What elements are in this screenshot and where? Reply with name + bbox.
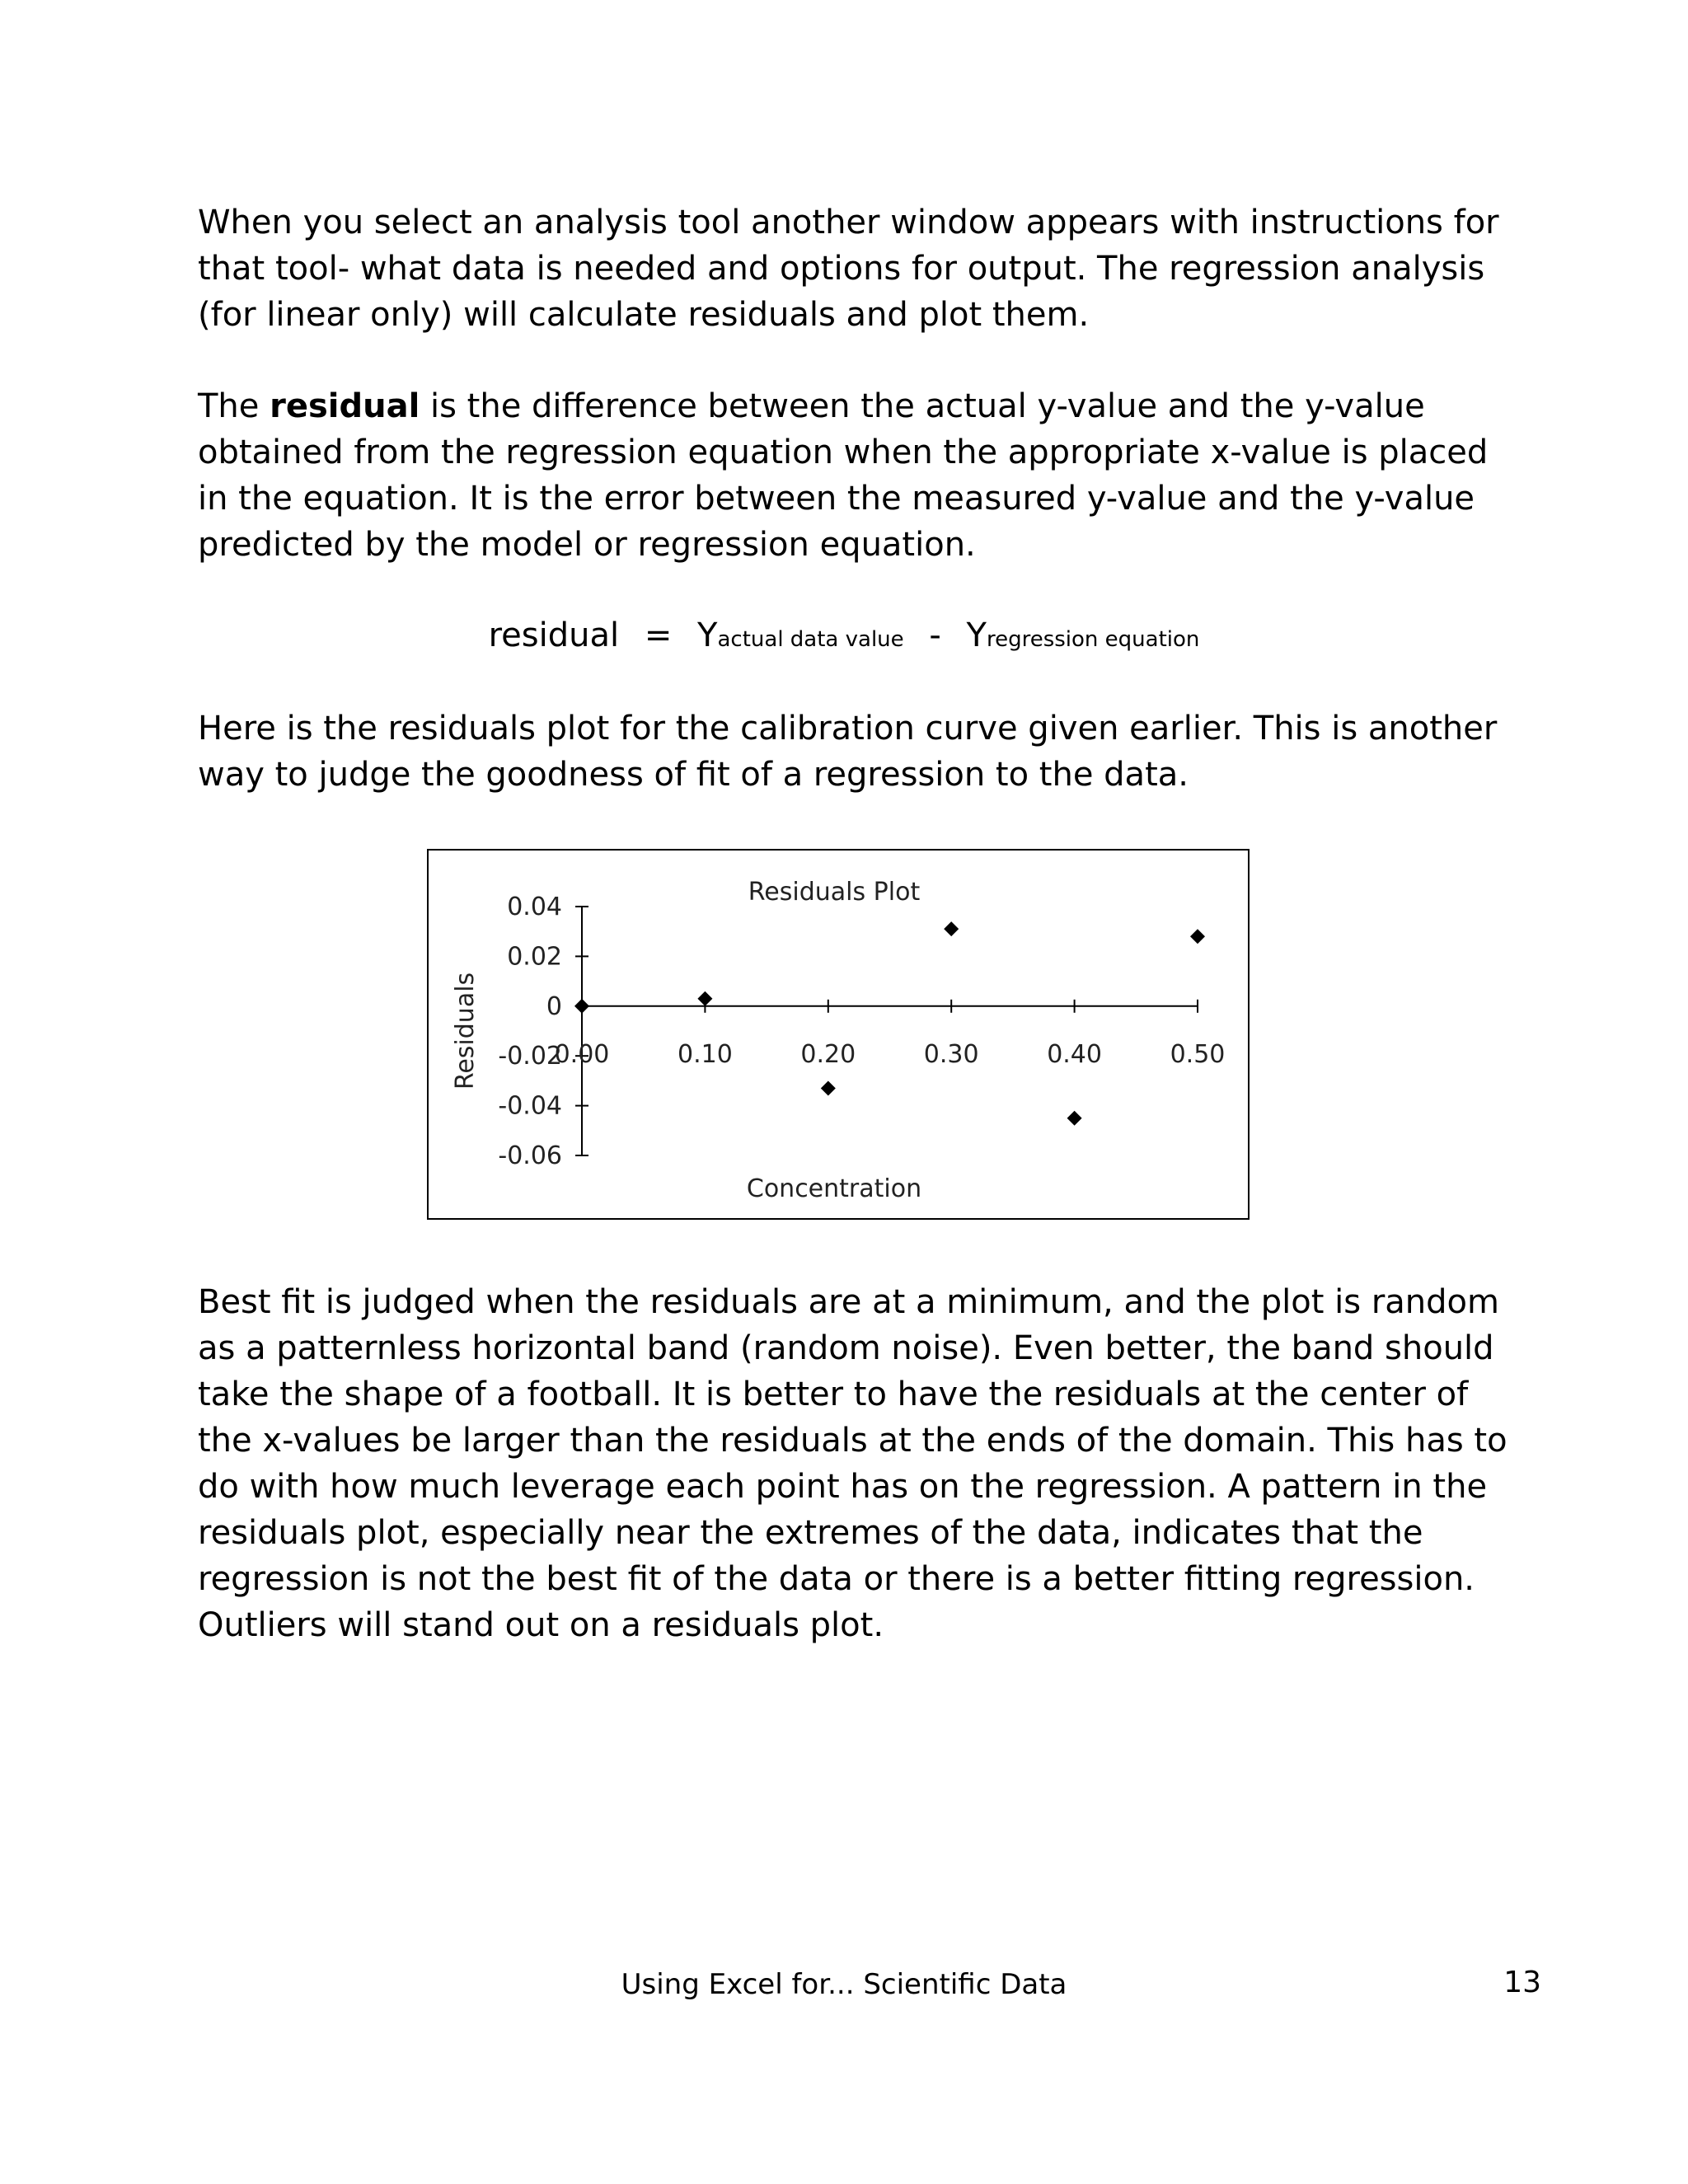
chart-title: Residuals Plot	[748, 878, 921, 907]
data-point	[697, 991, 712, 1006]
residuals-chart	[427, 849, 1250, 1220]
x-tick-label: 0.50	[1170, 1039, 1226, 1069]
formula-y-actual: Y	[697, 616, 718, 654]
paragraph-residual-definition	[198, 383, 1508, 568]
page-number: 13	[1503, 1966, 1541, 1999]
x-axis-label: Concentration	[746, 1174, 922, 1203]
y-tick-label: -0.04	[498, 1091, 562, 1121]
formula-y-regression: Y	[966, 616, 987, 654]
y-tick-label: 0	[546, 991, 562, 1021]
y-tick-label: 0.02	[507, 942, 562, 972]
formula-minus: -	[929, 616, 941, 654]
formula-y-actual-subscript: actual data value	[717, 627, 904, 652]
paragraph-residuals-plot-intro: Here is the residuals plot for the calibration curve given earlier. This is another way to judge the goodness of fit of a regression to the data.	[198, 710, 1498, 794]
paragraph-analysis-tool: When you select an analysis tool another window appears with instructions for that tool- what data is needed and options for output. The regression analysis (for linear only) will calculate residuals and plot them.	[198, 204, 1499, 334]
x-tick-label: 0.40	[1047, 1039, 1102, 1069]
y-tick-label: -0.06	[498, 1141, 562, 1170]
paragraph-best-fit: Best fit is judged when the residuals are at a minimum, and the plot is random as a patternless horizontal band (random noise). Even better, the band should take the shape of a football. It is better to have the residuals at the center of the x-values be larger than the residuals at the ends of the domain. This has to do with how much leverage each point has on the regression. A pattern in the residuals plot, especially near the extremes of the data, indicates that the regression is not the best fit of the data or there is a better fitting regression. Outliers will stand out on a residuals plot.	[198, 1283, 1507, 1644]
y-tick-label: 0.04	[507, 893, 562, 921]
formula-equals: =	[644, 616, 673, 654]
x-tick-label: 0.30	[923, 1039, 979, 1069]
paragraph-residual-body: is the difference between the actual y-value and the y-value obtained from the regression equation when the appropriate x-value is placed in the equation. It is the error between the measured y-value and the y-value predicted by the model or regression equation.	[198, 387, 1489, 564]
residual-formula	[0, 612, 1688, 663]
data-point	[821, 1080, 836, 1095]
x-tick-label: 0.10	[678, 1039, 733, 1069]
y-axis-label: Residuals	[451, 972, 480, 1090]
data-point	[944, 921, 959, 936]
data-point	[1190, 929, 1205, 944]
x-tick-label: 0.20	[800, 1039, 856, 1069]
footer-title: Using Excel for... Scientific Data	[621, 1968, 1067, 2001]
formula-lhs: residual	[488, 616, 620, 654]
data-point	[1067, 1111, 1082, 1126]
x-tick-label: 0.00	[554, 1039, 610, 1069]
paragraph-residual-prefix: The	[198, 387, 270, 425]
residual-term: residual	[270, 387, 420, 425]
data-point	[574, 999, 589, 1014]
formula-y-regression-subscript: regression equation	[986, 627, 1200, 652]
y-tick-label: -0.02	[498, 1042, 562, 1071]
residuals-chart-svg	[429, 851, 1248, 1218]
